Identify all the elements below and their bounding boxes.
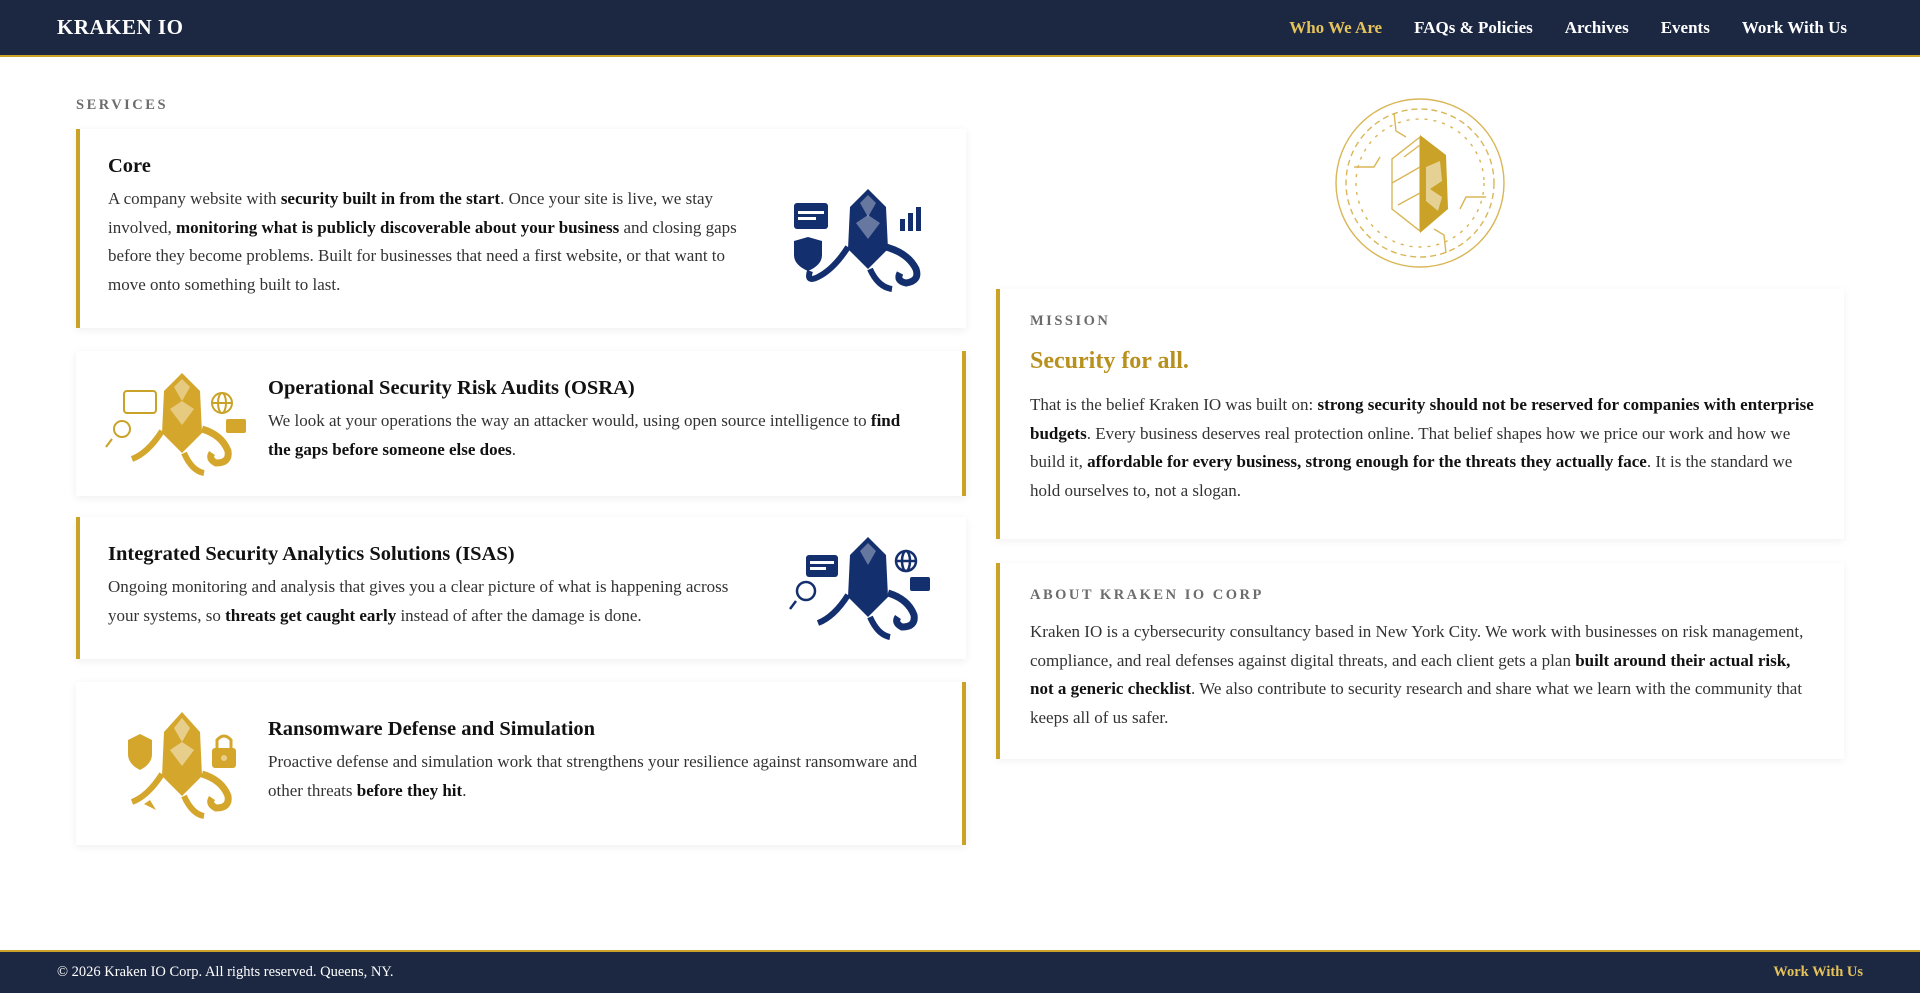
text-segment: Kraken IO is a cybersecurity consultancy based in New York City. We work with businesses on risk management, compliance, and real defenses against digital threats, and each client gets a plan <box>1030 622 1804 670</box>
footer-copyright: © 2026 Kraken IO Corp. All rights reserved. Queens, NY. <box>57 964 394 980</box>
emphasis-text: threats get caught early <box>225 605 397 625</box>
kraken-emblem-logo <box>1334 97 1506 269</box>
service-title: Ransomware Defense and Simulation <box>268 718 596 740</box>
emphasis-text: security built in from the start <box>280 189 501 208</box>
text-segment: . We also contribute to security research and share what we learn with the community that keeps all of us safer. <box>1030 679 1803 727</box>
text-segment: and closing gaps before they become problems. Built for businesses that need a first website, or that want to move onto something built to last. <box>108 217 737 294</box>
kraken-analytics-icon <box>788 527 938 647</box>
text-segment: We look at your operations the way an attacker would, using open source intelligence to <box>268 411 871 430</box>
kraken-ransomware-icon <box>104 704 254 824</box>
about-card <box>996 563 1844 759</box>
main-nav <box>1289 18 1863 38</box>
footer <box>0 950 1920 993</box>
service-title: Integrated Security Analytics Solutions (ISAS) <box>108 543 515 565</box>
service-title: Core <box>108 155 151 177</box>
text-segment: Proactive defense and simulation work that strengthens your resilience against ransomware and other threats <box>268 752 918 800</box>
service-card-core <box>76 129 966 328</box>
text-segment: instead of after the damage is done. <box>396 605 642 625</box>
services-label: SERVICES <box>76 97 169 113</box>
top-nav-bar <box>0 0 1920 57</box>
about-text <box>1030 618 1814 732</box>
emphasis-text: monitoring what is publicly discoverable about your business <box>176 217 620 237</box>
kraken-website-icon <box>788 177 938 297</box>
emphasis-text: affordable for every business, strong enough for the threats they actually face <box>1087 452 1647 471</box>
text-segment: . <box>511 439 517 459</box>
service-card-isas <box>76 517 966 659</box>
service-description <box>268 748 928 805</box>
emphasis-text: before they hit <box>356 780 463 800</box>
text-segment: . It is the standard we hold ourselves to, not a slogan. <box>1030 452 1793 500</box>
about-label: ABOUT KRAKEN IO CORP <box>1030 587 1264 603</box>
nav-events[interactable]: Events <box>1660 17 1710 37</box>
text-segment: A company website with <box>108 189 281 208</box>
emphasis-text: find the gaps before someone else does <box>268 411 901 459</box>
nav-who-we-are[interactable]: Who We Are <box>1289 17 1383 37</box>
service-card-osra <box>76 351 966 496</box>
nav-archives[interactable]: Archives <box>1564 17 1629 37</box>
nav-faqs-policies[interactable]: FAQs & Policies <box>1414 17 1533 37</box>
text-segment: . Every business deserves real protection online. That belief shapes how we price our work and how we build it, <box>1030 423 1791 471</box>
nav-work-with-us[interactable]: Work With Us <box>1741 17 1847 37</box>
kraken-audit-icon <box>104 363 254 483</box>
service-title: Operational Security Risk Audits (OSRA) <box>268 377 635 399</box>
mission-text <box>1030 391 1814 505</box>
services-section <box>76 97 966 800</box>
text-segment: . <box>462 780 467 800</box>
footer-work-with-us-link[interactable]: Work With Us <box>1773 964 1863 980</box>
text-segment: . Once your site is live, we stay involved, <box>108 189 713 237</box>
service-description <box>108 573 746 630</box>
mission-label: MISSION <box>1030 313 1111 329</box>
mission-card <box>996 289 1844 539</box>
service-description <box>108 185 746 299</box>
brand-logo-text[interactable]: KRAKEN IO <box>57 15 184 39</box>
mission-title: Security for all. <box>1030 348 1189 374</box>
emphasis-text: strong security should not be reserved for companies with enterprise budgets <box>1030 395 1814 443</box>
text-segment: Ongoing monitoring and analysis that gives you a clear picture of what is happening across your systems, so <box>108 577 729 625</box>
text-segment: That is the belief Kraken IO was built on: <box>1030 395 1318 414</box>
service-card-ransomware <box>76 682 966 845</box>
service-description <box>268 407 914 464</box>
emphasis-text: built around their actual risk, not a generic checklist <box>1030 650 1791 698</box>
